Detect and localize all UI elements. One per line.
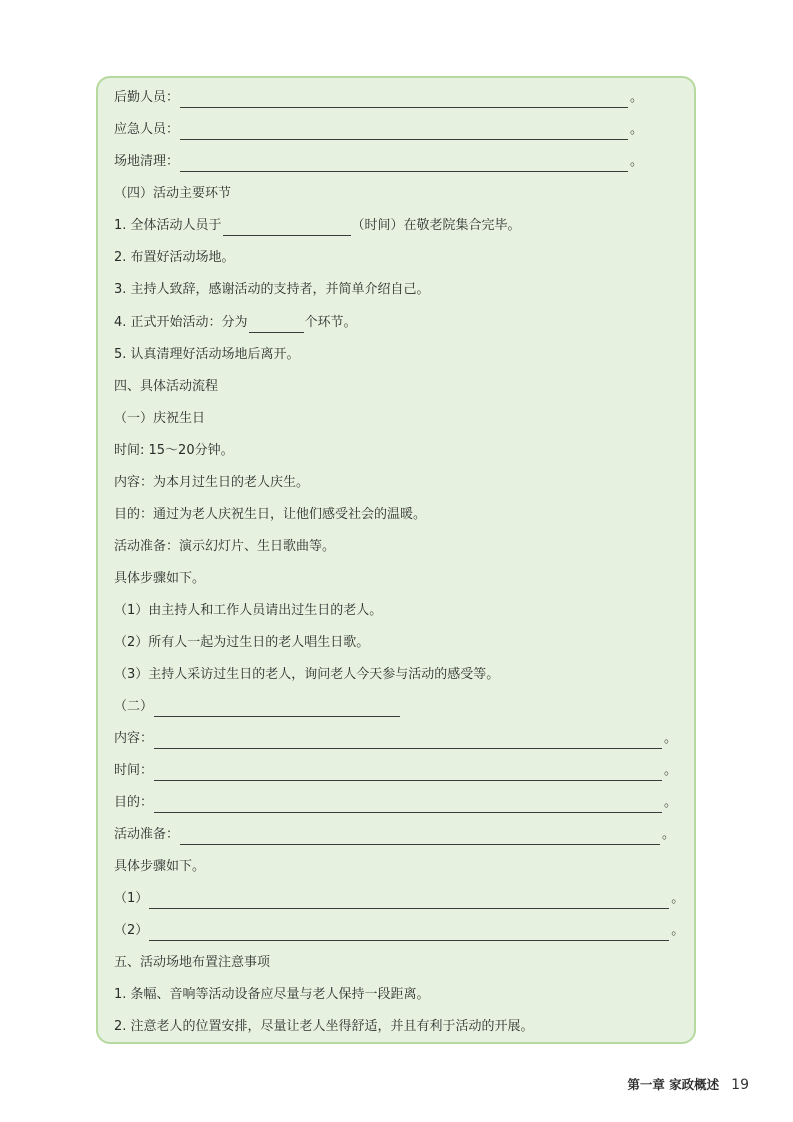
- period: 。: [630, 154, 644, 169]
- part-2-step-1-label: （1）: [114, 891, 149, 906]
- part-2-purpose-line: [114, 793, 677, 813]
- part-2-step-2-label: （2）: [114, 923, 149, 938]
- part-2-heading-line: [114, 697, 401, 717]
- part-2-prep-label: 活动准备：: [114, 827, 180, 842]
- period: 。: [671, 891, 685, 906]
- period: 。: [662, 827, 676, 842]
- emergency-label: 应急人员：: [114, 122, 180, 137]
- cleanup-line: [114, 152, 643, 172]
- part-1-step-3: （3）主持人采访过生日的老人，询问老人今天参与活动的感受等。: [114, 667, 500, 682]
- period: 。: [630, 90, 644, 105]
- page-footer: [627, 1075, 749, 1093]
- step-1-line: [114, 216, 521, 236]
- part-2-step-2-line: [114, 921, 684, 941]
- part-2-steps-heading: 具体步骤如下。: [114, 859, 206, 874]
- part-2-content-blank[interactable]: [154, 734, 662, 749]
- cleanup-blank[interactable]: [180, 157, 628, 172]
- part-1-purpose: 目的：通过为老人庆祝生日，让他们感受社会的温暖。: [114, 507, 427, 522]
- part-2-content-line: [114, 729, 677, 749]
- part-2-purpose-blank[interactable]: [154, 798, 662, 813]
- part-2-time-line: [114, 761, 677, 781]
- emergency-line: [114, 120, 643, 140]
- part-2-heading: （二）: [114, 699, 154, 714]
- section-5-heading: 五、活动场地布置注意事项: [114, 955, 271, 970]
- part-1-step-2: （2）所有人一起为过生日的老人唱生日歌。: [114, 635, 370, 650]
- logistics-label: 后勤人员：: [114, 90, 180, 105]
- part-1-prep: 活动准备：演示幻灯片、生日歌曲等。: [114, 539, 336, 554]
- step-1-text-end: （时间）在敬老院集合完毕。: [351, 218, 521, 233]
- period: 。: [664, 795, 678, 810]
- part-1-time: 时间: 15～20分钟。: [114, 443, 234, 458]
- part-2-content-label: 内容：: [114, 731, 154, 746]
- gathering-time-blank[interactable]: [223, 221, 351, 236]
- step-5-line: 5. 认真清理好活动场地后离开。: [114, 347, 300, 362]
- part-2-step-1-blank[interactable]: [149, 894, 669, 909]
- part-2-step-1-line: [114, 889, 684, 909]
- part-2-prep-blank[interactable]: [180, 830, 660, 845]
- part-2-time-blank[interactable]: [154, 766, 662, 781]
- step-2-line: 2. 布置好活动场地。: [114, 250, 235, 265]
- period: 。: [671, 923, 685, 938]
- logistics-blank[interactable]: [180, 93, 628, 108]
- step-4-line: [114, 313, 357, 333]
- section-5-item-2: 2. 注意老人的位置安排，尽量让老人坐得舒适，并且有利于活动的开展。: [114, 1019, 534, 1034]
- page-number: 19: [731, 1077, 749, 1093]
- part-1-content: 内容：为本月过生日的老人庆生。: [114, 475, 310, 490]
- part-1-heading: （一）庆祝生日: [114, 411, 206, 426]
- section-4-heading: （四）活动主要环节: [114, 186, 232, 201]
- section-5-item-1: 1. 条幅、音响等活动设备应尽量与老人保持一段距离。: [114, 987, 430, 1002]
- period: 。: [630, 122, 644, 137]
- segment-count-blank[interactable]: [249, 318, 304, 333]
- part-2-time-label: 时间：: [114, 763, 154, 778]
- step-4-text: 4. 正式开始活动：分为: [114, 315, 248, 330]
- part-1-steps-heading: 具体步骤如下。: [114, 571, 206, 586]
- chapter-title: 第一章 家政概述: [627, 1077, 720, 1092]
- period: 。: [664, 763, 678, 778]
- emergency-blank[interactable]: [180, 125, 628, 140]
- logistics-line: [114, 88, 643, 108]
- step-3-line: 3. 主持人致辞，感谢活动的支持者，并简单介绍自己。: [114, 282, 430, 297]
- part-2-prep-line: [114, 825, 675, 845]
- period: 。: [664, 731, 678, 746]
- step-4-text-end: 个环节。: [304, 315, 357, 330]
- cleanup-label: 场地清理：: [114, 154, 180, 169]
- part-2-title-blank[interactable]: [154, 702, 400, 717]
- step-1-text: 1. 全体活动人员于: [114, 218, 222, 233]
- part-1-step-1: （1）由主持人和工作人员请出过生日的老人。: [114, 603, 383, 618]
- part-2-purpose-label: 目的：: [114, 795, 154, 810]
- flow-heading: 四、具体活动流程: [114, 379, 219, 394]
- part-2-step-2-blank[interactable]: [149, 926, 669, 941]
